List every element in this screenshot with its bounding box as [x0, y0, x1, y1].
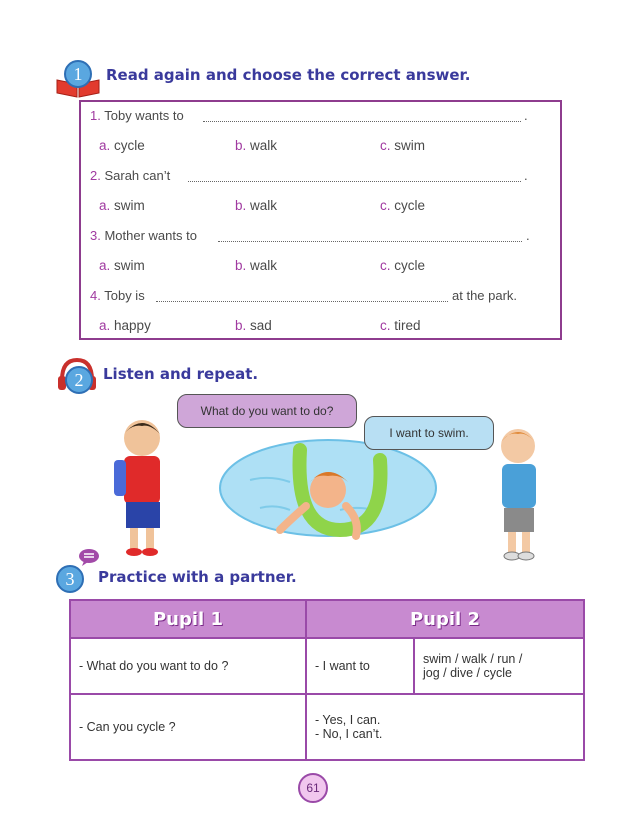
row2-question: - Can you cycle ?: [70, 694, 306, 760]
section-2-title: Listen and repeat.: [103, 365, 259, 383]
question-3-end: .: [526, 228, 530, 243]
question-2: 2. Sarah can’t: [90, 168, 171, 183]
section-3-number: 3: [56, 565, 84, 593]
option-4b[interactable]: b. sad: [235, 318, 272, 333]
row1-options: swim / walk / run / jog / dive / cycle: [414, 638, 584, 694]
question-1-end: .: [524, 108, 528, 123]
section-3-title: Practice with a partner.: [98, 568, 297, 586]
speech-bubble-2: I want to swim.: [364, 416, 494, 450]
row1-question: - What do you want to do ?: [70, 638, 306, 694]
page-number: 61: [298, 773, 328, 803]
question-2-end: .: [524, 168, 528, 183]
question-3: 3. Mother wants to: [90, 228, 197, 243]
option-1b[interactable]: b. walk: [235, 138, 278, 153]
practice-table: [69, 599, 585, 761]
answer-blank-4[interactable]: [156, 301, 448, 302]
row1-answer: - I want to: [306, 638, 414, 694]
section-2-number: 2: [65, 366, 93, 394]
section-1-title: Read again and choose the correct answer.: [106, 66, 471, 84]
question-1: 1. Toby wants to: [90, 108, 184, 123]
option-4a[interactable]: a. happy: [99, 318, 151, 333]
question-4-end: at the park.: [452, 288, 518, 303]
option-3a[interactable]: a. swim: [99, 258, 145, 273]
option-3b[interactable]: b. walk: [235, 258, 278, 273]
question-box: [79, 100, 562, 340]
option-2b[interactable]: b. walk: [235, 198, 278, 213]
answer-blank-1[interactable]: [203, 121, 521, 122]
option-2a[interactable]: a. swim: [99, 198, 145, 213]
chat-icon: [78, 548, 100, 566]
header-pupil-2: Pupil 2: [306, 600, 584, 638]
answer-blank-2[interactable]: [188, 181, 521, 182]
option-2c[interactable]: c. cycle: [380, 198, 426, 213]
answer-blank-3[interactable]: [218, 241, 522, 242]
header-pupil-1: Pupil 1: [70, 600, 306, 638]
row2-answer: - Yes, I can. - No, I can’t.: [306, 694, 584, 760]
option-3c[interactable]: c. cycle: [380, 258, 426, 273]
speech-bubble-1: What do you want to do?: [177, 394, 357, 428]
option-1c[interactable]: c. swim: [380, 138, 426, 153]
question-4: 4. Toby is: [90, 288, 145, 303]
option-1a[interactable]: a. cycle: [99, 138, 145, 153]
section-1-number: 1: [64, 60, 92, 88]
option-4c[interactable]: c. tired: [380, 318, 421, 333]
